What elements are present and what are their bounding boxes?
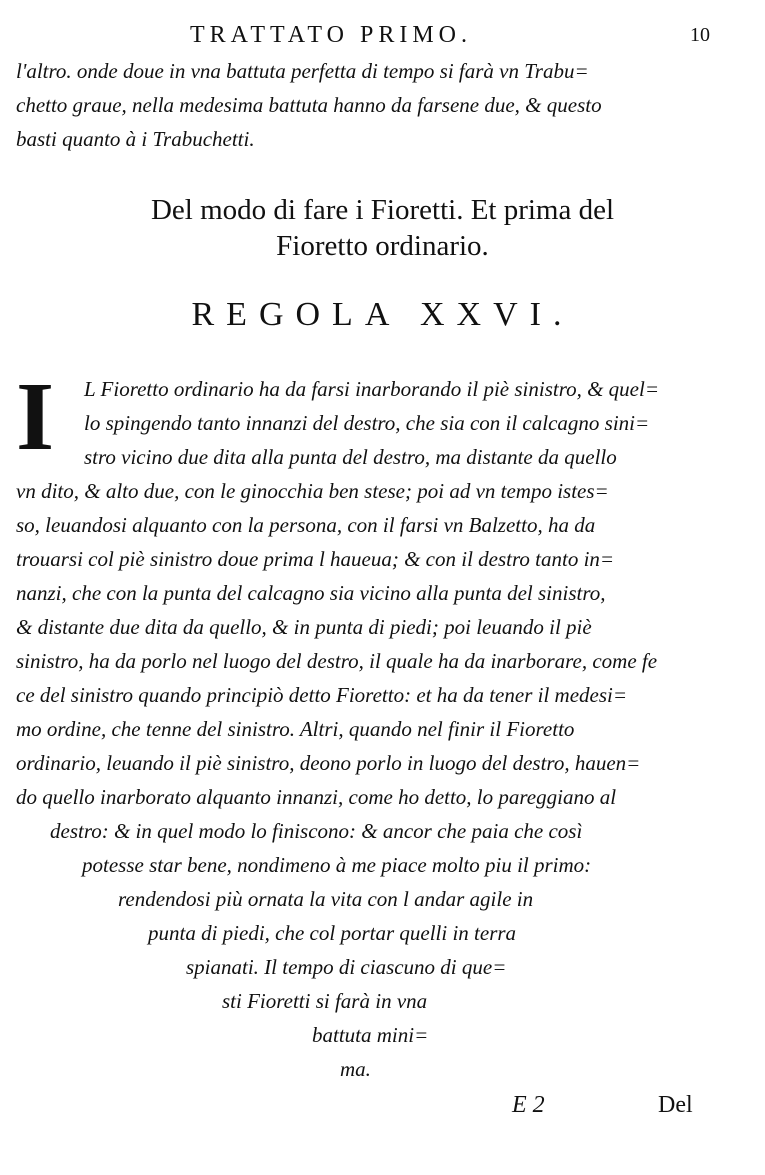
section-title-line: Del modo di fare i Fioretti. Et prima del bbox=[150, 194, 615, 226]
running-head: TRATTATO PRIMO. bbox=[190, 22, 472, 48]
text-line: & distante due dita da quello, & in punta di piedi; poi leuando il piè bbox=[16, 615, 592, 639]
rule-heading: REGOLA XXVI. bbox=[191, 296, 574, 333]
page-footer bbox=[0, 1092, 765, 1132]
tapered-ending bbox=[0, 814, 765, 1086]
drop-cap: I bbox=[16, 363, 55, 471]
text-line: destro: & in quel modo lo finiscono: & ancor che paia che così bbox=[50, 819, 583, 843]
text-line: mo ordine, che tenne del sinistro. Altri, quando nel finir il Fioretto bbox=[16, 717, 575, 741]
page-header bbox=[0, 22, 765, 52]
text-line: vn dito, & alto due, con le ginocchia ben stese; poi ad vn tempo istes= bbox=[16, 479, 609, 503]
section-title-line: Fioretto ordinario. bbox=[276, 230, 489, 262]
text-line: so, leuandosi alquanto con la persona, con il farsi vn Balzetto, ha da bbox=[16, 513, 596, 537]
text-line: l'altro. onde doue in vna battuta perfetta di tempo si farà vn Trabu= bbox=[16, 59, 589, 83]
text-line: nanzi, che con la punta del calcagno sia vicino alla punta del sinistro, bbox=[16, 581, 606, 605]
text-line: ma. bbox=[340, 1057, 371, 1081]
text-line: rendendosi più ornata la vita con l andar agile in bbox=[118, 887, 534, 911]
catchword: Del bbox=[658, 1092, 693, 1118]
text-line: ce del sinistro quando principiò detto Fioretto: et ha da tener il medesi= bbox=[16, 683, 628, 707]
text-line: do quello inarborato alquanto innanzi, come ho detto, lo pareggiano al bbox=[16, 785, 617, 809]
signature-mark: E 2 bbox=[512, 1092, 545, 1118]
text-line: ordinario, leuando il piè sinistro, deono porlo in luogo del destro, hauen= bbox=[16, 751, 641, 775]
text-line: chetto graue, nella medesima battuta hanno da farsene due, & questo bbox=[16, 93, 602, 117]
text-line: spianati. Il tempo di ciascuno di que= bbox=[186, 955, 507, 979]
text-line: sti Fioretti si farà in vna bbox=[222, 989, 428, 1013]
text-line: sinistro, ha da porlo nel luogo del destro, il quale ha da inarborare, come fe bbox=[16, 649, 658, 673]
text-line: L Fioretto ordinario ha da farsi inarborando il piè sinistro, & quel= bbox=[84, 377, 659, 401]
text-line: punta di piedi, che col portar quelli in terra bbox=[148, 921, 517, 945]
text-line: trouarsi col piè sinistro doue prima l haueua; & con il destro tanto in= bbox=[16, 547, 615, 571]
continuation-text bbox=[16, 54, 751, 156]
text-line: potesse star bene, nondimeno à me piace molto piu il primo: bbox=[82, 853, 592, 877]
section-title bbox=[0, 192, 765, 264]
text-line: battuta mini= bbox=[312, 1023, 429, 1047]
text-line: basti quanto à i Trabuchetti. bbox=[16, 127, 255, 151]
text-line: stro vicino due dita alla punta del destro, ma distante da quello bbox=[84, 445, 617, 469]
page-number: 10 bbox=[690, 24, 710, 46]
rule-paragraph bbox=[16, 363, 751, 814]
text-line: lo spingendo tanto innanzi del destro, che sia con il calcagno sini= bbox=[84, 411, 650, 435]
